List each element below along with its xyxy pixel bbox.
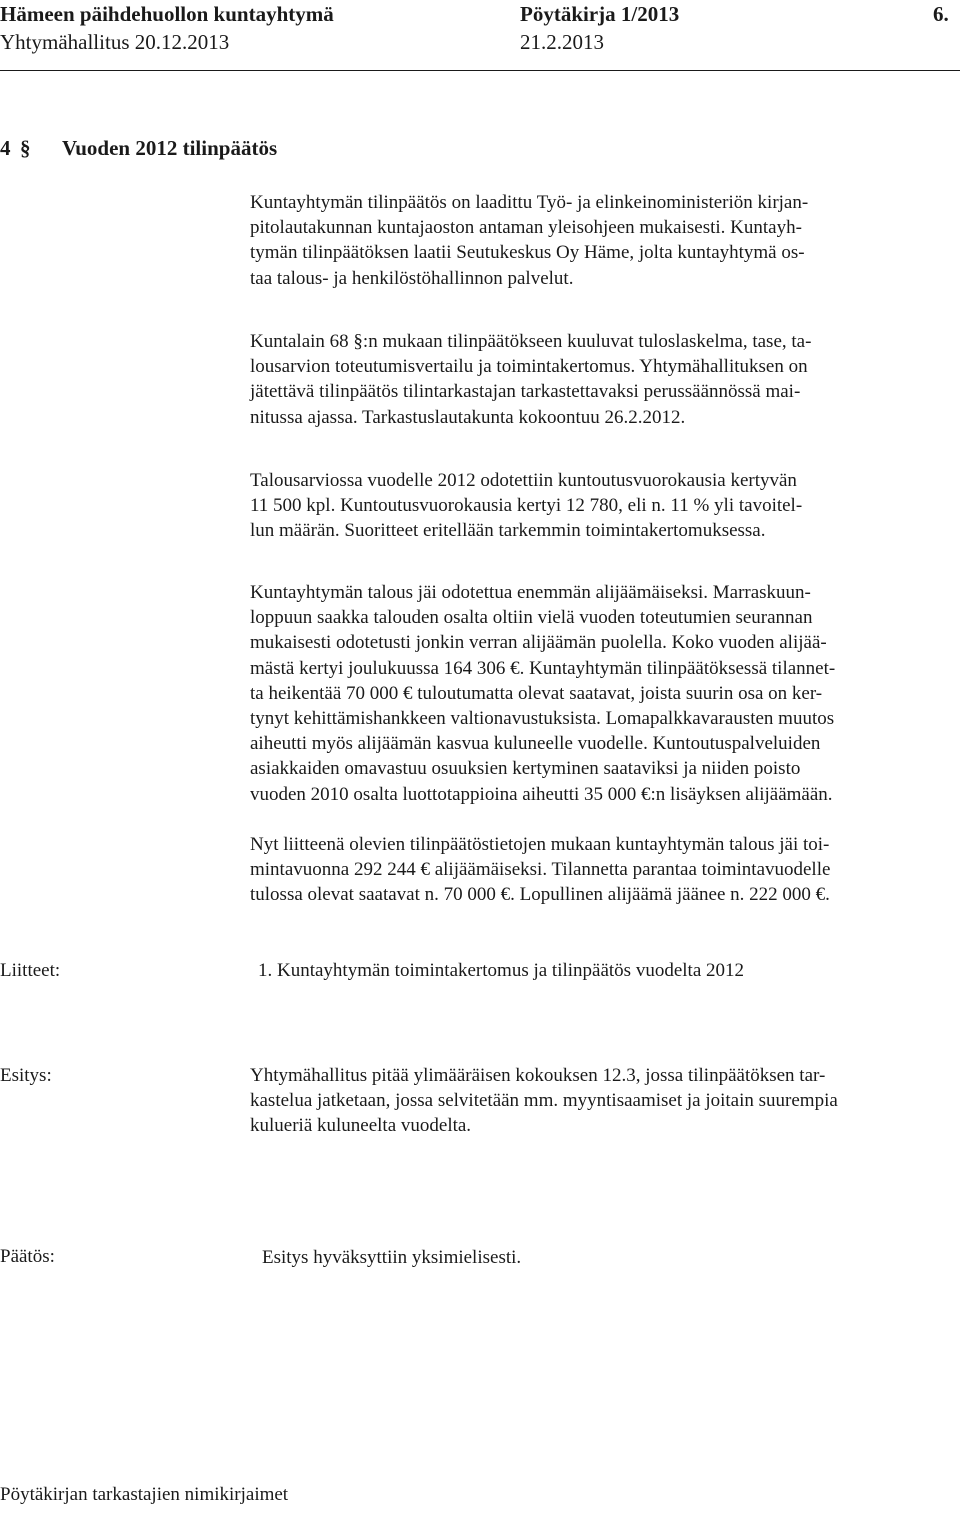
- paragraph-line: nitussa ajassa. Tarkastuslautakunta kokoontuu 26.2.2012.: [250, 406, 686, 428]
- proposal-line: Yhtymähallitus pitää ylimääräisen kokouksen 12.3, jossa tilinpäätöksen tar-: [250, 1065, 826, 1086]
- paragraph-3: [250, 468, 950, 544]
- page-number: 6.: [933, 2, 949, 26]
- decision-text: Esitys hyväksyttiin yksimielisesti.: [262, 1247, 522, 1268]
- paragraph-line: Kuntayhtymän tilinpäätös on laadittu Työ- ja elinkeinoministeriön kirjan-: [250, 192, 809, 213]
- meeting-date: 21.2.2013: [520, 30, 604, 54]
- paragraph-line: tulossa olevat saatavat n. 70 000 €. Lopullinen alijäämä jäänee n. 222 000 €.: [250, 884, 830, 906]
- proposal-label: Esitys:: [0, 1065, 52, 1086]
- proposal-line: kastelua jatketaan, jossa selvitetään mm. myyntisaamiset ja joitain suurempia: [250, 1090, 838, 1112]
- paragraph-line: aiheutti myös alijäämän kasvua kuluneelle vuodelle. Kuntoutuspalveluiden: [250, 733, 821, 755]
- proposal-text: [250, 1063, 838, 1139]
- meeting-body: Yhtymähallitus 20.12.2013: [0, 30, 230, 54]
- paragraph-line: Kuntalain 68 §:n mukaan tilinpäätökseen kuuluvat tuloslaskelma, tase, ta-: [250, 331, 812, 352]
- section-title: Vuoden 2012 tilinpäätös: [62, 136, 278, 160]
- paragraph-1: [250, 190, 950, 291]
- paragraph-line: Nyt liitteenä olevien tilinpäätöstietojen mukaan kuntayhtymän talous jäi toi-: [250, 834, 830, 855]
- paragraph-line: loppuun saakka talouden osalta oltiin vielä vuoden toteutumien seurannan: [250, 607, 813, 629]
- paragraph-line: mästä kertyi joulukuussa 164 306 €. Kuntayhtymän tilinpäätöksessä tilannet-: [250, 657, 836, 679]
- document-number: Pöytäkirja 1/2013: [520, 2, 680, 26]
- paragraph-line: tynyt kehittämishankkeen valtionavustuksista. Lomapalkkavarausten muutos: [250, 708, 835, 730]
- paragraph-line: lun määrän. Suoritteet eritellään tarkemmin toimintakertomuksessa.: [250, 520, 766, 542]
- paragraph-line: vuoden 2010 osalta luottotappioina aiheutti 35 000 €:n lisäyksen alijäämään.: [250, 783, 833, 805]
- attachments-text: 1. Kuntayhtymän toimintakertomus ja tilinpäätös vuodelta 2012: [258, 960, 745, 981]
- decision-label: Päätös:: [0, 1246, 55, 1267]
- paragraph-line: asiakkaiden omavastuu osuuksien kertyminen saataviksi ja niiden poisto: [250, 758, 801, 780]
- paragraph-4: [250, 580, 950, 807]
- paragraph-line: Kuntayhtymän talous jäi odotettua enemmän alijäämäiseksi. Marraskuun-: [250, 582, 811, 603]
- header-divider: [0, 70, 960, 71]
- paragraph-line: mintavuonna 292 244 € alijäämäiseksi. Tilannetta parantaa toimintavuodelle: [250, 859, 831, 881]
- paragraph-line: taa talous- ja henkilöstöhallinnon palvelut.: [250, 267, 574, 289]
- paragraph-5: [250, 832, 950, 908]
- paragraph-line: ta heikentää 70 000 € tuloutumatta olevat saatavat, joista suurin osa on ker-: [250, 682, 823, 704]
- paragraph-line: mukaisesti odotetusti jonkin verran alijäämän puolella. Koko vuoden alijää-: [250, 632, 827, 654]
- footer-initials: Pöytäkirjan tarkastajien nimikirjaimet: [0, 1484, 289, 1505]
- paragraph-line: tymän tilinpäätöksen laatii Seutukeskus Oy Häme, jolta kuntayhtymä os-: [250, 242, 805, 264]
- paragraph-line: jätettävä tilinpäätös tilintarkastajan tarkastettavaksi perussäännössä mai-: [250, 381, 801, 403]
- attachments-label: Liitteet:: [0, 960, 61, 981]
- paragraph-line: Talousarviossa vuodelle 2012 odotettiin kuntoutusvuorokausia kertyvän: [250, 470, 797, 491]
- section-symbol: §: [20, 136, 31, 160]
- proposal-line: kulueriä kuluneelta vuodelta.: [250, 1115, 472, 1137]
- organization-name: Hämeen päihdehuollon kuntayhtymä: [0, 2, 334, 26]
- paragraph-line: pitolautakunnan kuntajaoston antaman yleisohjeen mukaisesti. Kuntayh-: [250, 217, 802, 239]
- paragraph-line: lousarvion toteutumisvertailu ja toimintakertomus. Yhtymähallituksen on: [250, 356, 808, 378]
- paragraph-line: 11 500 kpl. Kuntoutusvuorokausia kertyi 12 780, eli n. 11 % yli tavoitel-: [250, 495, 803, 517]
- paragraph-2: [250, 329, 950, 430]
- section-number: 4: [0, 136, 11, 160]
